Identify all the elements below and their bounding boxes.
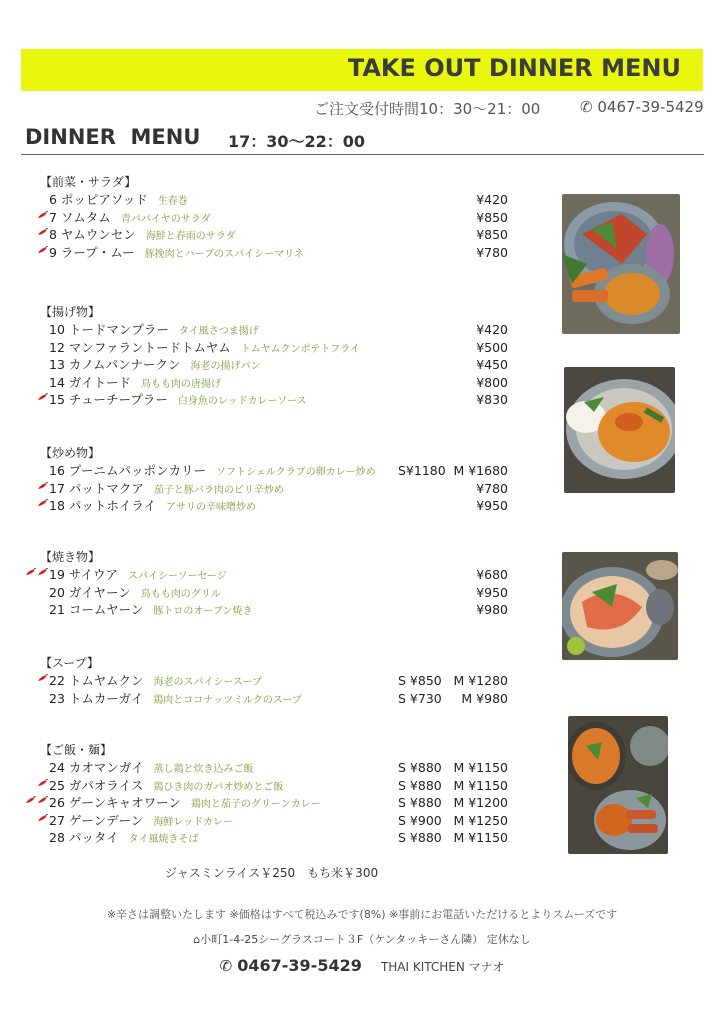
chili-pepper-icon [37, 226, 48, 244]
item-description: 鶏肉と茄子のグリーンカレー [190, 799, 321, 810]
section-title: 【炒め物】 [40, 446, 101, 460]
heading-divider [21, 154, 704, 155]
item-description: ソフトシェルクラブの卵カレー炒め [216, 467, 376, 478]
item-description: タイ風さつま揚げ [178, 326, 259, 337]
item-description: 豚挽肉とハーブのスパイシーマリネ [144, 248, 304, 260]
item-name: 10 トードマンプラー [49, 322, 169, 337]
menu-item [20, 759, 540, 777]
item-price: ¥980 [476, 602, 508, 617]
menu-item [20, 672, 540, 690]
item-price-medium: M ¥1150 [453, 760, 508, 775]
menu-section [20, 304, 540, 409]
phone-top-number: 0467-39-5429 [597, 98, 704, 116]
banner-title: TAKE OUT DINNER MENU [347, 54, 681, 82]
item-name: 27 ゲーンデーン [49, 812, 144, 828]
home-icon: ⌂ [193, 933, 201, 946]
item-name: 19 サイウア [49, 567, 119, 582]
item-price-small: S ¥880 [398, 777, 442, 793]
item-name: 13 カノムパンナークン [49, 357, 181, 372]
item-description: タイ風焼きそば [128, 834, 199, 845]
footer [0, 956, 724, 975]
menu-heading: DINNER MENU [25, 125, 201, 149]
item-price: ¥950 [476, 498, 508, 513]
item-name: 16 プーニムパッポンカリー [49, 463, 207, 478]
spice-level [20, 672, 48, 690]
item-name: 24 カオマンガイ [49, 760, 144, 775]
spice-level [20, 226, 48, 244]
item-description: 鳥もも肉の唐揚げ [141, 378, 222, 390]
item-price: ¥780 [476, 480, 508, 496]
chili-pepper-icon [25, 794, 36, 812]
menu-section [20, 655, 540, 707]
item-price: ¥830 [476, 392, 508, 407]
menu-item [20, 356, 540, 374]
item-price: ¥780 [476, 244, 508, 260]
item-description: 海老のスパイシースープ [153, 677, 263, 688]
item-name: 17 パットマクア [49, 480, 144, 496]
chili-pepper-icon [25, 566, 36, 584]
chili-pepper-icon [37, 209, 48, 227]
item-price: ¥800 [476, 374, 508, 390]
photo-curry-dishes [568, 716, 668, 854]
phone-icon: ✆ [580, 98, 593, 116]
menu-item [20, 690, 540, 708]
chili-pepper-icon [37, 777, 48, 795]
item-price-small: S ¥900 [398, 812, 442, 828]
item-description: 青パパイヤのサラダ [120, 213, 211, 225]
item-name: 23 トムカーガイ [49, 690, 144, 706]
menu-item [20, 391, 540, 409]
chili-pepper-icon [37, 497, 48, 515]
item-price-small: S ¥880 [398, 760, 442, 775]
item-name: 14 ガイトード [49, 374, 132, 390]
item-price-small: S ¥730 [398, 690, 442, 706]
item-name: 25 ガパオライス [49, 777, 144, 793]
item-name: 20 ガイヤーン [49, 584, 131, 600]
rice-note: ジャスミンライス￥250 もち米￥300 [165, 866, 379, 880]
item-name-line [49, 244, 304, 264]
menu-item [20, 191, 540, 209]
spice-level [20, 794, 48, 812]
item-description: 白身魚のレッドカレーソース [177, 396, 307, 407]
item-price: ¥850 [476, 209, 508, 225]
item-price-medium: M ¥1200 [453, 795, 508, 810]
item-price-medium: M ¥980 [461, 690, 508, 706]
section-title: 【前菜・サラダ】 [40, 175, 137, 189]
item-description: 茄子と豚バラ肉のピリ辛炒め [153, 484, 284, 496]
menu-item [20, 566, 540, 584]
item-name-line [49, 601, 253, 621]
chili-pepper-icon [37, 391, 48, 409]
item-name-line [49, 829, 198, 849]
menu-item [20, 339, 540, 357]
address-text: 小町1-4-25シーグラスコート３F（ケンタッキーさん隣） 定休なし [200, 933, 531, 946]
section-title: 【揚げ物】 [40, 305, 101, 319]
menu-item [20, 812, 540, 830]
footer-phone: 0467-39-5429 [237, 956, 362, 975]
item-description: 蒸し鶏と炊き込みご飯 [153, 764, 254, 775]
chili-pepper-icon [37, 672, 48, 690]
phone-top [580, 98, 704, 116]
item-description: 鶏ひき肉のガパオ炒めとご飯 [153, 781, 284, 793]
item-name: 15 チューチープラー [49, 392, 168, 407]
item-price-small: S¥1180 [398, 463, 446, 478]
order-hours: ご注文受付時間10：30〜21：00 [314, 100, 541, 118]
item-name: 28 パッタイ [49, 830, 119, 845]
item-description: 鳥もも肉のグリル [140, 588, 221, 600]
item-price-medium: M ¥1680 [453, 463, 508, 478]
item-description: 豚トロのオーブン焼き [153, 606, 253, 617]
item-price-small: S ¥880 [398, 830, 442, 845]
item-description: 海老の揚げパン [190, 361, 261, 372]
item-name: 21 コームヤーン [49, 602, 144, 617]
item-price: ¥850 [476, 227, 508, 242]
menu-item [20, 777, 540, 795]
menu-item [20, 601, 540, 619]
item-price-medium: M ¥1250 [453, 812, 508, 828]
item-price-small: S ¥850 [398, 673, 442, 688]
item-price-medium: M ¥1150 [453, 777, 508, 793]
item-name: 6 ポッピアソッド [49, 192, 148, 207]
title-banner [21, 49, 703, 91]
chili-pepper-icon [37, 794, 48, 812]
spice-level [20, 480, 48, 498]
menu-item [20, 321, 540, 339]
menu-item [20, 584, 540, 602]
menu-item [20, 462, 540, 480]
spice-level [20, 566, 48, 584]
item-description: スパイシーソーセージ [128, 571, 227, 582]
menu-item [20, 374, 540, 392]
item-name: 26 ゲーンキャオワーン [49, 795, 181, 810]
item-price-medium: M ¥1280 [453, 673, 508, 688]
item-name: 8 ヤムウンセン [49, 227, 136, 242]
item-price: ¥420 [476, 192, 508, 207]
chili-pepper-icon [37, 244, 48, 262]
item-price-small: S ¥880 [398, 795, 442, 810]
item-price: ¥950 [476, 584, 508, 600]
item-description: 生春巻 [157, 196, 188, 207]
item-description: アサリの辛味噌炒め [166, 502, 257, 513]
spice-level [20, 391, 48, 409]
item-description: トムヤムクンポテトフライ [240, 343, 360, 355]
item-name: 12 マンファラントードトムヤム [49, 339, 231, 355]
item-description: 鶏肉とココナッツミルクのスープ [153, 694, 302, 706]
spice-level [20, 812, 48, 830]
item-description: 海鮮と春雨のサラダ [145, 231, 236, 242]
menu-item [20, 244, 540, 262]
spice-level [20, 777, 48, 795]
item-price: ¥420 [476, 322, 508, 337]
menu-notes: ※辛さは調整いたします ※価格はすべて税込みです(8%) ※事前にお電話いただけるとよりスムーズです [106, 908, 618, 921]
section-title: 【焼き物】 [40, 550, 101, 564]
menu-section [20, 445, 540, 515]
menu-item [20, 480, 540, 498]
spice-level [20, 209, 48, 227]
item-price: ¥500 [476, 339, 508, 355]
photo-salad-spring-roll [562, 194, 680, 334]
menu-hours: 17：30〜22：00 [228, 132, 366, 151]
menu-section [20, 549, 540, 619]
menu-item [20, 829, 540, 847]
photo-papaya-salad [562, 552, 678, 660]
item-name-line [49, 391, 307, 411]
photo-red-curry-fish [564, 367, 675, 493]
shop-name: THAI KITCHEN マナオ [380, 960, 505, 974]
chili-pepper-icon [37, 566, 48, 584]
menu-item [20, 226, 540, 244]
item-name: 18 パットホイライ [49, 498, 157, 513]
menu-item [20, 497, 540, 515]
chili-pepper-icon [37, 480, 48, 498]
menu-section [20, 742, 540, 847]
spice-level [20, 244, 48, 262]
menu-item [20, 794, 540, 812]
item-name: 9 ラープ・ムー [49, 244, 135, 260]
item-description: 海鮮レッドカレー [153, 816, 233, 828]
section-title: 【ご飯・麺】 [40, 743, 113, 757]
phone-icon: ✆ [219, 957, 233, 975]
item-price: ¥680 [476, 567, 508, 582]
item-name-line [49, 690, 302, 710]
section-title: 【スープ】 [40, 656, 99, 670]
menu-item [20, 209, 540, 227]
address [0, 931, 724, 947]
item-price-medium: M ¥1150 [453, 830, 508, 845]
chili-pepper-icon [37, 812, 48, 830]
menu-section [20, 174, 540, 261]
item-price: ¥450 [476, 357, 508, 372]
item-name: 22 トムヤムクン [49, 673, 144, 688]
item-name-line [49, 497, 256, 517]
spice-level [20, 497, 48, 515]
item-name: 7 ソムタム [49, 209, 111, 225]
